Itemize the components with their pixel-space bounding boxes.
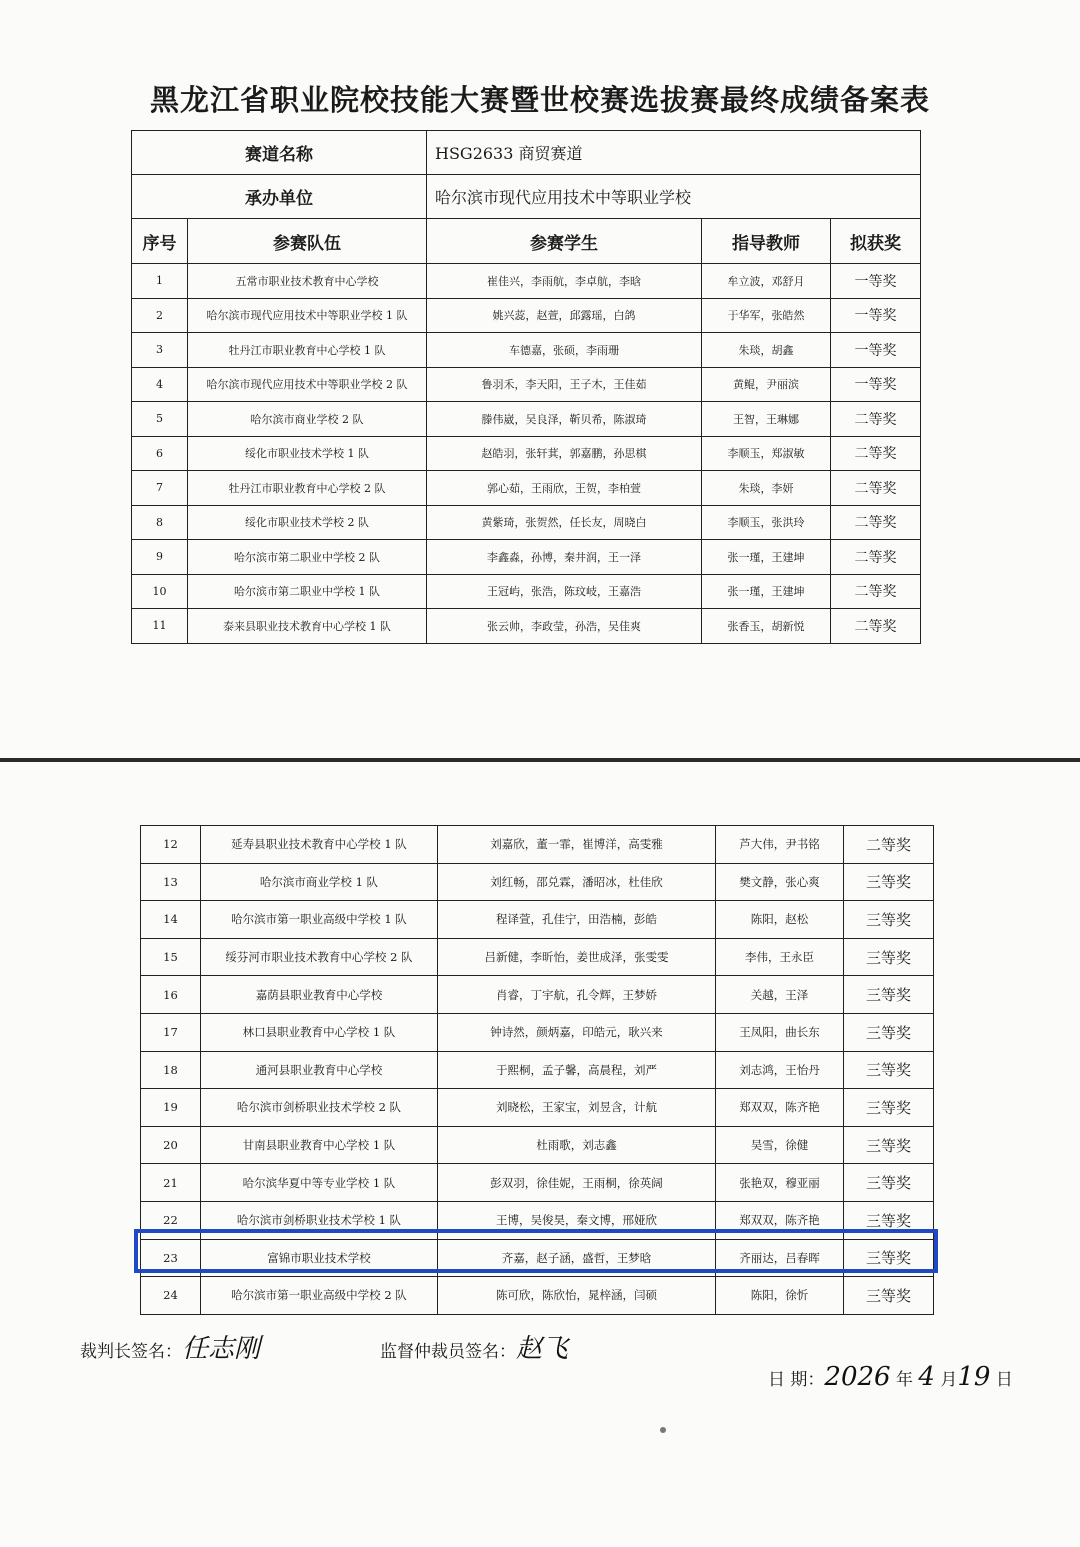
cell-award: 三等奖 <box>844 1239 934 1277</box>
host-row <box>132 175 921 219</box>
cell-team: 哈尔滨市第一职业高级中学校 2 队 <box>201 1277 438 1315</box>
cell-teachers: 牟立波，邓舒月 <box>702 264 831 299</box>
table-row <box>132 367 921 402</box>
results-table-page2 <box>140 825 934 1315</box>
cell-students: 王冠屿，张浩，陈玟岐，王嘉浩 <box>427 574 702 609</box>
cell-no: 21 <box>141 1164 201 1202</box>
cell-students: 钟诗然，颜炳嘉，印皓元，耿兴来 <box>438 1013 716 1051</box>
table-row <box>132 540 921 575</box>
cell-teachers: 郑双双，陈齐艳 <box>716 1201 844 1239</box>
cell-teachers: 王凤阳，曲长东 <box>716 1013 844 1051</box>
track-value: HSG2633 商贸赛道 <box>427 131 921 175</box>
cell-teachers: 芦大伟，尹书铭 <box>716 826 844 864</box>
table-row <box>141 1239 934 1277</box>
document-title: 黑龙江省职业院校技能大赛暨世校赛选拔赛最终成绩备案表 <box>149 83 930 117</box>
date-label: 日 期： <box>768 1370 825 1390</box>
cell-no: 3 <box>132 333 188 368</box>
cell-award: 三等奖 <box>844 1164 934 1202</box>
cell-teachers: 齐丽达，吕春晖 <box>716 1239 844 1277</box>
cell-teachers: 李顺玉，张洪玲 <box>702 505 831 540</box>
cell-students: 车德嘉，张硕，李雨珊 <box>427 333 702 368</box>
table-row <box>132 333 921 368</box>
table-row <box>141 1051 934 1089</box>
cell-award: 二等奖 <box>831 505 921 540</box>
month-char: 月 <box>940 1370 958 1390</box>
cell-students: 滕伟崴，吴良泽，靳贝希，陈淑琦 <box>427 402 702 437</box>
cell-team: 哈尔滨市现代应用技术中等职业学校 1 队 <box>188 298 427 333</box>
results-table-page1 <box>131 130 921 644</box>
track-row <box>132 131 921 175</box>
cell-team: 通河县职业教育中心学校 <box>201 1051 438 1089</box>
table-row <box>132 264 921 299</box>
cell-students: 刘晓松，王家宝，刘昱含，计航 <box>438 1089 716 1127</box>
cell-students: 赵皓羽，张轩萁，郭嘉鹏，孙思棋 <box>427 436 702 471</box>
supervisor-signature <box>380 1328 568 1365</box>
table-row <box>141 1089 934 1127</box>
cell-no: 12 <box>141 826 201 864</box>
cell-students: 崔佳兴，李雨航，李卓航，李晗 <box>427 264 702 299</box>
cell-students: 鲁羽禾，李天阳，王子木，王佳茹 <box>427 367 702 402</box>
date-year: 2026 <box>824 1362 891 1392</box>
cell-team: 绥化市职业技术学校 1 队 <box>188 436 427 471</box>
cell-team: 绥化市职业技术学校 2 队 <box>188 505 427 540</box>
date-day: 19 <box>957 1362 991 1392</box>
cell-teachers: 王智，王琳娜 <box>702 402 831 437</box>
cell-team: 哈尔滨市剑桥职业技术学校 2 队 <box>201 1089 438 1127</box>
cell-award: 三等奖 <box>844 938 934 976</box>
cell-award: 三等奖 <box>844 901 934 939</box>
cell-no: 22 <box>141 1201 201 1239</box>
cell-award: 三等奖 <box>844 976 934 1014</box>
cell-award: 一等奖 <box>831 367 921 402</box>
cell-team: 林口县职业教育中心学校 1 队 <box>201 1013 438 1051</box>
col-header-students: 参赛学生 <box>427 219 702 264</box>
cell-teachers: 刘志鸿，王怡丹 <box>716 1051 844 1089</box>
date-month: 4 <box>918 1362 935 1392</box>
cell-students: 王博，吴俊昊，秦文博，邢娅欣 <box>438 1201 716 1239</box>
table-row <box>132 298 921 333</box>
cell-award: 二等奖 <box>831 609 921 644</box>
cell-no: 16 <box>141 976 201 1014</box>
table-row <box>132 436 921 471</box>
table-row <box>141 976 934 1014</box>
cell-students: 黄紫琦，张贺然，任长友，周晓白 <box>427 505 702 540</box>
cell-students: 彭双羽，徐佳妮，王雨桐，徐英阔 <box>438 1164 716 1202</box>
column-header-row <box>132 219 921 264</box>
day-char: 日 <box>995 1370 1013 1390</box>
supervisor-handwriting: 赵飞 <box>516 1334 569 1364</box>
chief-judge-handwriting: 任志刚 <box>182 1334 261 1364</box>
table-row <box>132 471 921 506</box>
cell-teachers: 朱琰，李妍 <box>702 471 831 506</box>
col-header-team: 参赛队伍 <box>188 219 427 264</box>
chief-judge-label: 裁判长签名： <box>80 1342 182 1362</box>
cell-no: 7 <box>132 471 188 506</box>
cell-award: 二等奖 <box>831 436 921 471</box>
cell-teachers: 陈阳，赵松 <box>716 901 844 939</box>
table-row <box>141 1126 934 1164</box>
cell-team: 五常市职业技术教育中心学校 <box>188 264 427 299</box>
cell-team: 绥芬河市职业技术教育中心学校 2 队 <box>201 938 438 976</box>
cell-award: 三等奖 <box>844 1126 934 1164</box>
table-row <box>141 938 934 976</box>
cell-teachers: 李顺玉，郑淑敏 <box>702 436 831 471</box>
cell-teachers: 张艳双，穆亚丽 <box>716 1164 844 1202</box>
cell-students: 杜雨歌，刘志鑫 <box>438 1126 716 1164</box>
host-value: 哈尔滨市现代应用技术中等职业学校 <box>427 175 921 219</box>
cell-students: 张云帅，李政莹，孙浩，吴佳爽 <box>427 609 702 644</box>
table-row <box>141 1277 934 1315</box>
cell-team: 哈尔滨市第二职业中学校 1 队 <box>188 574 427 609</box>
cell-team: 哈尔滨市商业学校 2 队 <box>188 402 427 437</box>
cell-students: 肖睿，丁宇航，孔令辉，王梦娇 <box>438 976 716 1014</box>
cell-team: 哈尔滨市剑桥职业技术学校 1 队 <box>201 1201 438 1239</box>
cell-no: 4 <box>132 367 188 402</box>
cell-students: 郭心茹，王雨欣，王贺，李柏萱 <box>427 471 702 506</box>
cell-award: 一等奖 <box>831 264 921 299</box>
supervisor-label: 监督仲裁员签名： <box>380 1342 516 1362</box>
host-label: 承办单位 <box>132 175 427 219</box>
table-row <box>141 901 934 939</box>
table-row <box>132 609 921 644</box>
cell-no: 14 <box>141 901 201 939</box>
col-header-no: 序号 <box>132 219 188 264</box>
cell-award: 二等奖 <box>831 471 921 506</box>
table-row <box>141 1013 934 1051</box>
cell-students: 于熙桐，孟子馨，高晨程，刘严 <box>438 1051 716 1089</box>
cell-no: 11 <box>132 609 188 644</box>
cell-award: 三等奖 <box>844 863 934 901</box>
cell-award: 三等奖 <box>844 1277 934 1315</box>
cell-teachers: 张一瑾，王建坤 <box>702 540 831 575</box>
chief-judge-signature <box>80 1328 260 1365</box>
cell-no: 8 <box>132 505 188 540</box>
cell-students: 程译萱，孔佳宁，田浩楠，彭皓 <box>438 901 716 939</box>
cell-no: 1 <box>132 264 188 299</box>
cell-teachers: 关越，王泽 <box>716 976 844 1014</box>
cell-no: 24 <box>141 1277 201 1315</box>
cell-students: 吕新健，李昕怡，姜世成泽，张雯雯 <box>438 938 716 976</box>
cell-team: 泰来县职业技术教育中心学校 1 队 <box>188 609 427 644</box>
cell-teachers: 黄鲲，尹丽滨 <box>702 367 831 402</box>
cell-students: 姚兴蕊，赵萱，邱露瑶，白鸽 <box>427 298 702 333</box>
cell-teachers: 李伟，王永臣 <box>716 938 844 976</box>
cell-award: 三等奖 <box>844 1013 934 1051</box>
date-line <box>768 1362 1013 1392</box>
cell-no: 2 <box>132 298 188 333</box>
cell-no: 5 <box>132 402 188 437</box>
cell-team: 哈尔滨市第一职业高级中学校 1 队 <box>201 901 438 939</box>
cell-no: 19 <box>141 1089 201 1127</box>
cell-team: 嘉荫县职业教育中心学校 <box>201 976 438 1014</box>
cell-students: 刘红畅，邵兑霖，潘昭冰，杜佳欣 <box>438 863 716 901</box>
scan-speck <box>660 1427 666 1433</box>
cell-award: 三等奖 <box>844 1051 934 1089</box>
cell-no: 6 <box>132 436 188 471</box>
cell-no: 13 <box>141 863 201 901</box>
cell-team: 富锦市职业技术学校 <box>201 1239 438 1277</box>
table-row <box>132 505 921 540</box>
cell-team: 哈尔滨市第二职业中学校 2 队 <box>188 540 427 575</box>
cell-team: 甘南县职业教育中心学校 1 队 <box>201 1126 438 1164</box>
cell-students: 李鑫淼，孙博，秦井润，王一泽 <box>427 540 702 575</box>
year-char: 年 <box>895 1370 913 1390</box>
cell-teachers: 陈阳，徐忻 <box>716 1277 844 1315</box>
cell-teachers: 吴雪，徐健 <box>716 1126 844 1164</box>
cell-team: 哈尔滨市商业学校 1 队 <box>201 863 438 901</box>
col-header-award: 拟获奖 <box>831 219 921 264</box>
cell-award: 二等奖 <box>844 826 934 864</box>
table-row <box>141 1164 934 1202</box>
cell-students: 齐嘉，赵子涵，盛哲，王梦晗 <box>438 1239 716 1277</box>
cell-students: 刘嘉欣，董一霏，崔博洋，高雯雅 <box>438 826 716 864</box>
cell-award: 三等奖 <box>844 1089 934 1127</box>
cell-team: 哈尔滨华夏中等专业学校 1 队 <box>201 1164 438 1202</box>
table-row <box>132 402 921 437</box>
cell-no: 23 <box>141 1239 201 1277</box>
cell-no: 10 <box>132 574 188 609</box>
cell-teachers: 郑双双，陈齐艳 <box>716 1089 844 1127</box>
cell-no: 18 <box>141 1051 201 1089</box>
table-row <box>141 826 934 864</box>
cell-no: 9 <box>132 540 188 575</box>
table-row <box>132 574 921 609</box>
col-header-teachers: 指导教师 <box>702 219 831 264</box>
track-label: 赛道名称 <box>132 131 427 175</box>
cell-no: 20 <box>141 1126 201 1164</box>
cell-no: 17 <box>141 1013 201 1051</box>
cell-team: 牡丹江市职业教育中心学校 2 队 <box>188 471 427 506</box>
cell-teachers: 张一瑾，王建坤 <box>702 574 831 609</box>
cell-team: 牡丹江市职业教育中心学校 1 队 <box>188 333 427 368</box>
cell-award: 三等奖 <box>844 1201 934 1239</box>
cell-teachers: 张香玉，胡新悦 <box>702 609 831 644</box>
table-row <box>141 1201 934 1239</box>
cell-award: 一等奖 <box>831 333 921 368</box>
table-row <box>141 863 934 901</box>
cell-team: 延寿县职业技术教育中心学校 1 队 <box>201 826 438 864</box>
cell-award: 二等奖 <box>831 540 921 575</box>
cell-award: 二等奖 <box>831 574 921 609</box>
cell-teachers: 朱琰，胡鑫 <box>702 333 831 368</box>
cell-students: 陈可欣，陈欣怡，晁梓涵，闫硕 <box>438 1277 716 1315</box>
cell-award: 一等奖 <box>831 298 921 333</box>
cell-award: 二等奖 <box>831 402 921 437</box>
cell-teachers: 于华军，张皓然 <box>702 298 831 333</box>
cell-team: 哈尔滨市现代应用技术中等职业学校 2 队 <box>188 367 427 402</box>
cell-no: 15 <box>141 938 201 976</box>
cell-teachers: 樊文静，张心爽 <box>716 863 844 901</box>
